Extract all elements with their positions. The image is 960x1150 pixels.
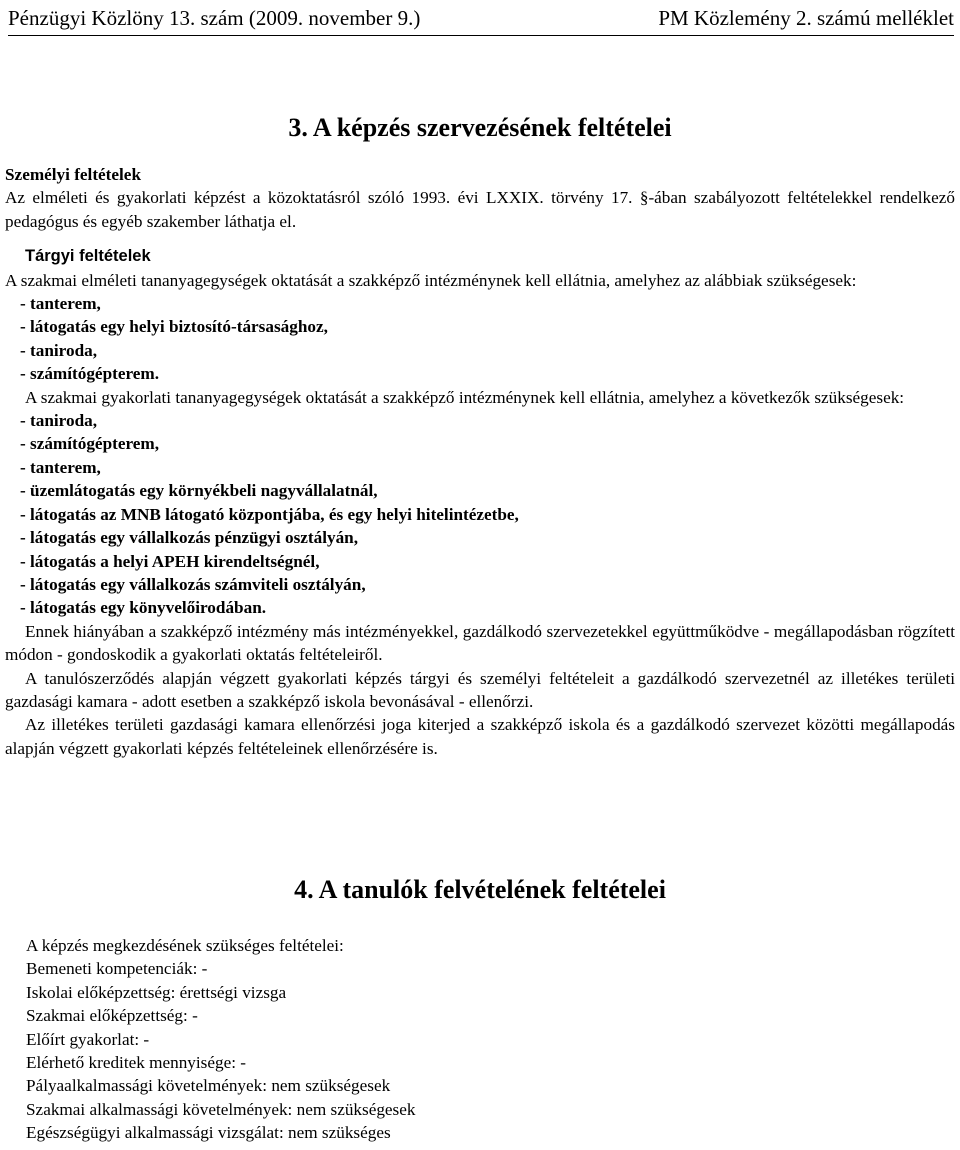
header-publication: Pénzügyi Közlöny 13. szám (2009. november 9.) — [8, 6, 421, 30]
practice-intro: A szakmai gyakorlati tananyagegységek oktatását a szakképző intézménynek kell ellátnia, amelyhez a következők szükségesek: — [25, 387, 905, 407]
admission-item: Előírt gyakorlat: - — [26, 1029, 150, 1049]
material-conditions-heading: Tárgyi feltételek — [25, 247, 151, 266]
theory-item: - taniroda, — [20, 340, 98, 360]
admission-item: Bemeneti kompetenciák: - — [26, 959, 208, 979]
practice-item: - látogatás a helyi APEH kirendeltségnél, — [20, 551, 320, 571]
admission-item: Szakmai előképzettség: - — [26, 1006, 198, 1026]
section-4-title: 4. A tanulók felvételének feltételei — [294, 875, 666, 904]
practice-item: - látogatás az MNB látogató központjába, és egy helyi hitelintézetbe, — [20, 504, 519, 524]
admission-item: Pályaalkalmassági követelmények: nem szükségesek — [26, 1076, 391, 1096]
body-paragraph: A tanulószerződés alapján végzett gyakorlati képzés tárgyi és személyi feltételeit a gazdálkodó szervezetnél az illetékes területi gazdasági kamara - adott esetben a szakképző iskola bevonásával - ellenőrzi. — [5, 668, 955, 711]
practice-item: - számítógépterem, — [20, 434, 160, 454]
section-3-title: 3. A képzés szervezésének feltételei — [288, 113, 672, 142]
practice-item: - látogatás egy vállalkozás számviteli osztályán, — [20, 574, 366, 594]
practice-item: - látogatás egy vállalkozás pénzügyi osztályán, — [20, 528, 359, 548]
page-header — [8, 5, 954, 31]
theory-item: - tanterem, — [20, 294, 101, 314]
theory-item: - számítógépterem. — [20, 364, 160, 384]
practice-item: - látogatás egy könyvelőirodában. — [20, 598, 267, 618]
personal-conditions-heading: Személyi feltételek — [5, 165, 141, 184]
admission-item: Elérhető kreditek mennyisége: - — [26, 1053, 247, 1073]
admission-item: Egészségügyi alkalmassági vizsgálat: nem szükséges — [26, 1123, 391, 1143]
header-attachment: PM Közlemény 2. számú melléklet — [658, 6, 954, 30]
body-paragraph: Az illetékes területi gazdasági kamara ellenőrzési joga kiterjed a szakképző iskola és a gazdálkodó szervezet közötti megállapodás alapján végzett gyakorlati képzés feltételeinek ellenőrzésére is. — [5, 715, 955, 758]
admission-item: A képzés megkezdésének szükséges feltételei: — [26, 936, 344, 955]
theory-intro: A szakmai elméleti tananyagegységek oktatását a szakképző intézménynek kell ellátnia, amelyhez az alábbiak szükségesek: — [5, 270, 857, 290]
header-divider — [8, 35, 954, 36]
theory-item: - látogatás egy helyi biztosító-társasághoz, — [20, 317, 328, 337]
practice-item: - tanterem, — [20, 457, 101, 477]
practice-item: - taniroda, — [20, 411, 98, 431]
admission-item: Iskolai előképzettség: érettségi vizsga — [26, 982, 287, 1002]
practice-item: - üzemlátogatás egy környékbeli nagyvállalatnál, — [20, 481, 378, 501]
section-4-body — [5, 934, 955, 1145]
admission-item: Szakmai alkalmassági követelmények: nem szükségesek — [26, 1099, 416, 1119]
personal-conditions-text: Az elméleti és gyakorlati képzést a közoktatásról szóló 1993. évi LXXIX. törvény 17. §-ában szabályozott feltételekkel rendelkező pedagógus és egyéb szakember láthatja el. — [5, 188, 955, 231]
body-paragraph: Ennek hiányában a szakképző intézmény más intézményekkel, gazdálkodó szervezetekkel együttműködve - megállapodásban rögzített módon - gondoskodik a gyakorlati oktatás feltételeiről. — [5, 621, 955, 665]
section-3-body — [5, 163, 955, 760]
